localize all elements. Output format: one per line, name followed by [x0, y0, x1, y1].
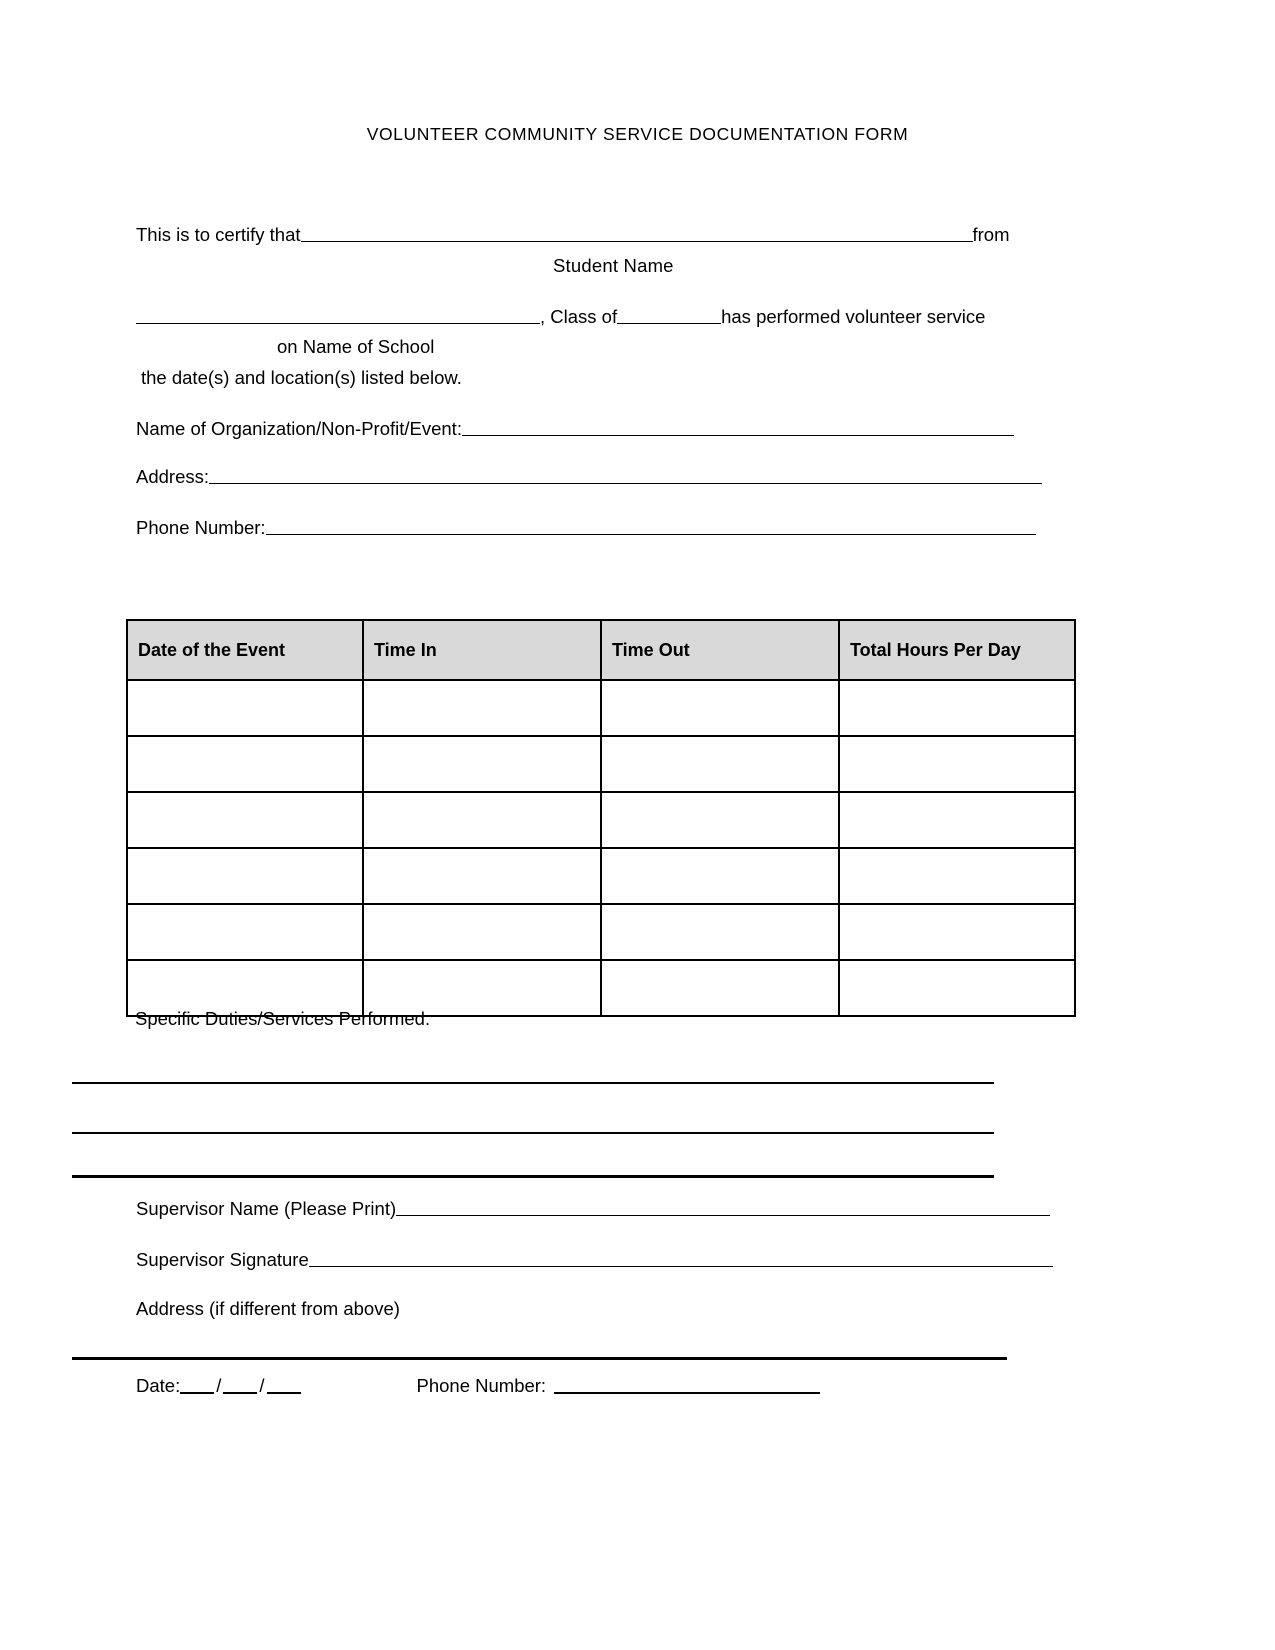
date-year-input[interactable] — [267, 1392, 301, 1394]
date-separator-1: / — [216, 1375, 222, 1396]
column-header-time-out: Time Out — [601, 620, 839, 680]
certify-suffix-label: from — [972, 224, 1010, 245]
column-header-total-hours: Total Hours Per Day — [839, 620, 1075, 680]
table-row — [127, 904, 1075, 960]
supervisor-name-line — [136, 1198, 1050, 1220]
phone-label: Phone Number: — [136, 517, 266, 538]
certify-line — [136, 224, 1010, 246]
supervisor-address-input[interactable] — [72, 1357, 1007, 1360]
cell-time-in[interactable] — [363, 680, 601, 736]
date-day-input[interactable] — [223, 1392, 257, 1394]
phone-line — [136, 517, 1036, 539]
address-label: Address: — [136, 466, 210, 487]
cell-date[interactable] — [127, 848, 363, 904]
supervisor-signature-line — [136, 1249, 1053, 1271]
date-month-input[interactable] — [180, 1392, 214, 1394]
certify-prefix-label: This is to certify that — [136, 224, 301, 245]
cell-total-hours[interactable] — [839, 680, 1075, 736]
cell-time-out[interactable] — [601, 848, 839, 904]
class-of-input[interactable] — [617, 323, 721, 324]
phone-input[interactable] — [266, 534, 1036, 535]
student-name-input[interactable] — [301, 241, 973, 242]
cell-time-out[interactable] — [601, 960, 839, 1016]
supervisor-signature-input[interactable] — [309, 1266, 1053, 1267]
footer-phone-label: Phone Number: — [416, 1375, 547, 1396]
page-title: VOLUNTEER COMMUNITY SERVICE DOCUMENTATION FORM — [366, 124, 909, 144]
table-row — [127, 680, 1075, 736]
cell-date[interactable] — [127, 736, 363, 792]
cell-time-out[interactable] — [601, 680, 839, 736]
supervisor-name-input[interactable] — [396, 1215, 1050, 1216]
table-row — [127, 736, 1075, 792]
table-row — [127, 792, 1075, 848]
column-header-time-in: Time In — [363, 620, 601, 680]
cell-total-hours[interactable] — [839, 736, 1075, 792]
school-name-input[interactable] — [136, 323, 540, 324]
cell-total-hours[interactable] — [839, 960, 1075, 1016]
dates-locations-text: the date(s) and location(s) listed below. — [141, 367, 462, 388]
cell-time-out[interactable] — [601, 736, 839, 792]
footer-phone-input[interactable] — [554, 1392, 820, 1394]
cell-time-out[interactable] — [601, 904, 839, 960]
performed-service-label: has performed volunteer service — [721, 306, 986, 327]
table-header-row — [127, 620, 1075, 680]
supervisor-address-label: Address (if different from above) — [136, 1298, 400, 1319]
cell-total-hours[interactable] — [839, 848, 1075, 904]
supervisor-signature-label: Supervisor Signature — [136, 1249, 309, 1270]
duties-label: Specific Duties/Services Performed: — [135, 1008, 431, 1029]
table-row — [127, 848, 1075, 904]
cell-date[interactable] — [127, 680, 363, 736]
organization-line — [136, 418, 1014, 440]
cell-date[interactable] — [127, 792, 363, 848]
cell-time-in[interactable] — [363, 848, 601, 904]
organization-label: Name of Organization/Non-Profit/Event: — [136, 418, 462, 439]
class-of-label: , Class of — [540, 306, 618, 327]
cell-time-in[interactable] — [363, 904, 601, 960]
cell-time-in[interactable] — [363, 792, 601, 848]
date-label: Date: — [136, 1375, 181, 1396]
address-line — [136, 466, 1042, 488]
cell-total-hours[interactable] — [839, 904, 1075, 960]
address-input[interactable] — [209, 483, 1042, 484]
hours-table — [126, 619, 1076, 1017]
student-name-caption: Student Name — [553, 255, 674, 276]
duties-input-line-2[interactable] — [72, 1132, 994, 1134]
school-name-caption: on Name of School — [277, 336, 435, 357]
duties-input-line-3[interactable] — [72, 1175, 994, 1178]
duties-input-line-1[interactable] — [72, 1082, 994, 1084]
cell-time-in[interactable] — [363, 736, 601, 792]
organization-input[interactable] — [462, 435, 1014, 436]
date-separator-2: / — [259, 1375, 265, 1396]
cell-time-out[interactable] — [601, 792, 839, 848]
cell-date[interactable] — [127, 904, 363, 960]
cell-total-hours[interactable] — [839, 792, 1075, 848]
supervisor-name-label: Supervisor Name (Please Print) — [136, 1198, 397, 1219]
footer-date-phone-line — [136, 1375, 820, 1397]
school-class-line — [136, 306, 985, 328]
column-header-date: Date of the Event — [127, 620, 363, 680]
